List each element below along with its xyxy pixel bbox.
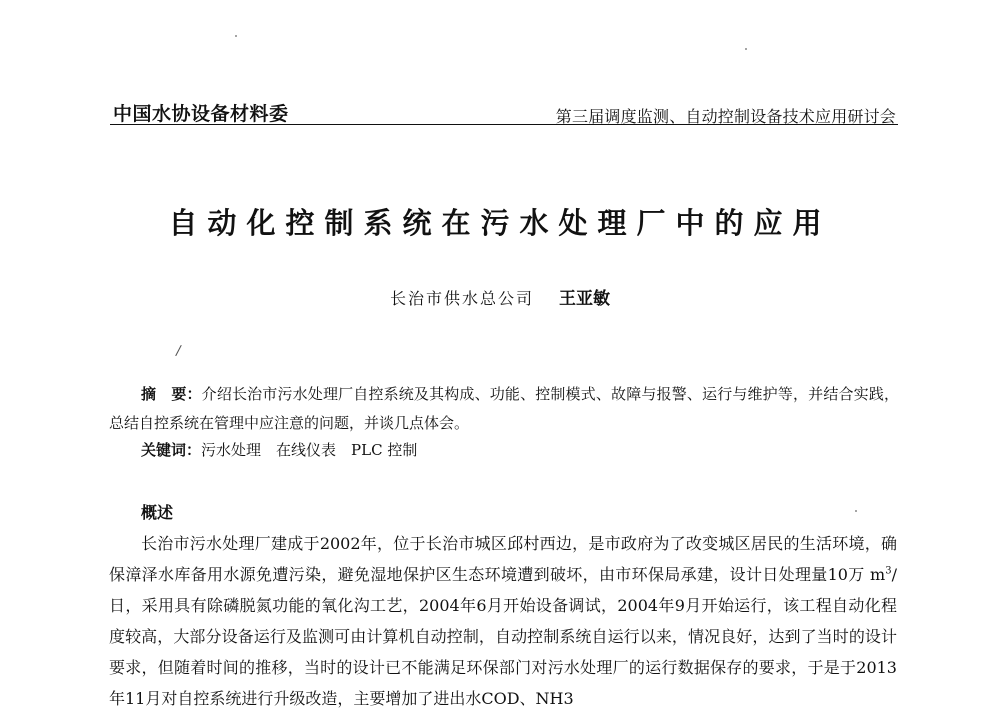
abstract bbox=[109, 380, 899, 438]
keywords bbox=[141, 439, 417, 460]
abstract-text: 介绍长治市污水处理厂自控系统及其构成、功能、控制模式、故障与报警、运行与维护等，并结合实践，总结自控系统在管理中应注意的问题，并谈几点体会。 bbox=[109, 385, 899, 432]
header-rule bbox=[110, 124, 898, 125]
keywords-label: 关键词： bbox=[141, 441, 202, 459]
section-heading: 概述 bbox=[141, 503, 174, 522]
body-text-part-1: 长治市污水处理厂建成于2002年，位于长治市城区邱村西边，是市政府为了改变城区居民的生活环境，确保漳泽水库备用水源免遭污染，避免湿地保护区生态环境遭到破坏，由市环保局承建，设计日处理量10万 m bbox=[109, 534, 897, 584]
keywords-text: 污水处理 在线仪表 PLC 控制 bbox=[201, 441, 418, 459]
scan-speck bbox=[745, 48, 747, 50]
superscript-exponent: 3 bbox=[885, 565, 892, 577]
author-name: 王亚敏 bbox=[559, 289, 611, 309]
author-organization: 长治市供水总公司 bbox=[389, 289, 534, 308]
running-header-left: 中国水协设备材料委 bbox=[113, 103, 289, 125]
abstract-label: 摘 要： bbox=[141, 385, 202, 403]
body-paragraph bbox=[109, 528, 897, 714]
byline bbox=[0, 284, 1000, 309]
scan-speck bbox=[855, 510, 857, 512]
body-text-part-2: /日，采用具有除磷脱氮功能的氧化沟工艺，2004年6月开始设备调试，2004年9月开始运行，该工程自动化程度较高，大部分设备运行及监测可由计算机自动控制，自动控制系统自运行以来，情况良好，达到了当时的设计要求，但随着时间的推移，当时的设计已不能满足环保部门对污水处理厂的运行数据保存的要求，于是于2013年11月对自控系统进行升级改造，主要增加了进出水COD、NH3 bbox=[109, 565, 897, 708]
paper-title: 自动化控制系统在污水处理厂中的应用 bbox=[168, 206, 832, 240]
running-header-right: 第三届调度监测、自动控制设备技术应用研讨会 bbox=[555, 107, 896, 126]
scan-speck bbox=[235, 35, 237, 37]
stray-mark: / bbox=[174, 342, 183, 360]
